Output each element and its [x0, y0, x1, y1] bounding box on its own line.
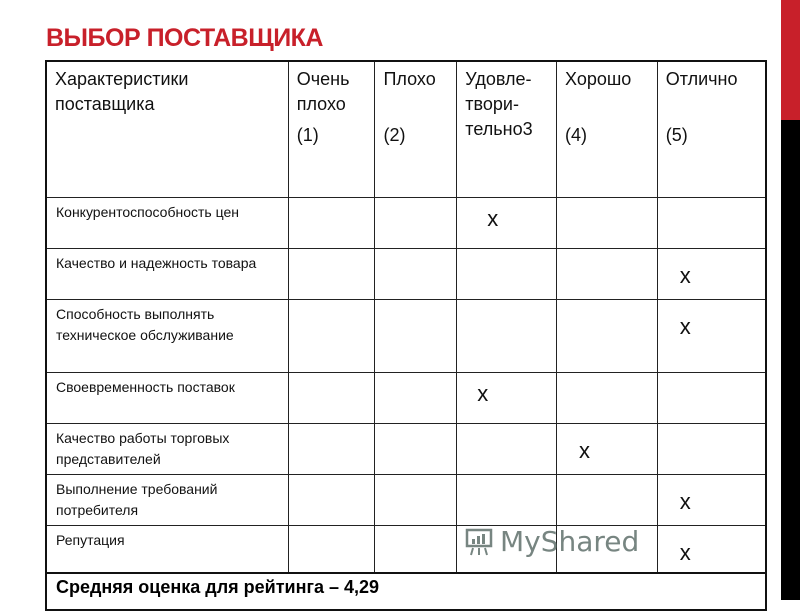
table-row [46, 373, 766, 424]
rating-cell-2 [375, 526, 457, 574]
header-col-4: Хорошо (4) [557, 61, 658, 198]
characteristic-label: Способность выполнять техническое обслуживание [46, 300, 288, 373]
rating-mark: x [487, 206, 499, 231]
rating-cell-1 [288, 424, 375, 475]
slide-title: ВЫБОР ПОСТАВЩИКА [46, 24, 323, 52]
table-row [46, 249, 766, 300]
rating-cell-4 [557, 300, 658, 373]
footer-row [46, 573, 766, 610]
characteristic-label: Конкурентоспособность цен [46, 198, 288, 249]
rating-cell-1 [288, 475, 375, 526]
rating-cell-4 [557, 198, 658, 249]
rating-cell-5 [657, 249, 766, 300]
accent-bar-red [781, 0, 800, 120]
presentation-icon [462, 524, 496, 558]
rating-cell-2 [375, 198, 457, 249]
rating-cell-4 [557, 373, 658, 424]
rating-cell-5 [657, 300, 766, 373]
rating-cell-4 [557, 249, 658, 300]
rating-cell-1 [288, 300, 375, 373]
rating-cell-5 [657, 475, 766, 526]
header-characteristic: Характеристики поставщика [46, 61, 288, 198]
rating-cell-1 [288, 198, 375, 249]
accent-bar-black [781, 120, 800, 600]
characteristic-label: Своевременность поставок [46, 373, 288, 424]
rating-mark: x [679, 314, 691, 339]
rating-mark: x [679, 489, 691, 514]
rating-cell-5 [657, 198, 766, 249]
header-col-1: Очень плохо (1) [288, 61, 375, 198]
rating-cell-3 [457, 373, 557, 424]
rating-mark: x [679, 263, 691, 288]
rating-cell-2 [375, 475, 457, 526]
watermark-text: MyShared [500, 524, 640, 558]
rating-cell-2 [375, 300, 457, 373]
table-row [46, 424, 766, 475]
rating-mark: x [679, 540, 691, 565]
average-rating: Средняя оценка для рейтинга – 4,29 [46, 573, 766, 610]
rating-cell-2 [375, 373, 457, 424]
rating-cell-3 [457, 249, 557, 300]
table-row [46, 300, 766, 373]
rating-cell-5 [657, 424, 766, 475]
rating-cell-4 [557, 475, 658, 526]
rating-cell-1 [288, 373, 375, 424]
rating-cell-4 [557, 424, 658, 475]
header-col-5: Отлично (5) [657, 61, 766, 198]
characteristic-label: Репутация [46, 526, 288, 574]
rating-mark: x [579, 438, 591, 463]
rating-cell-2 [375, 424, 457, 475]
header-col-2: Плохо (2) [375, 61, 457, 198]
rating-cell-3 [457, 198, 557, 249]
header-col-3: Удовле-твори-тельно3 [457, 61, 557, 198]
characteristic-label: Качество и надежность товара [46, 249, 288, 300]
rating-cell-3 [457, 424, 557, 475]
watermark [462, 524, 639, 558]
table-row [46, 475, 766, 526]
rating-cell-3 [457, 300, 557, 373]
supplier-rating-table [45, 60, 767, 611]
rating-cell-1 [288, 526, 375, 574]
rating-cell-2 [375, 249, 457, 300]
characteristic-label: Качество работы торговых представителей [46, 424, 288, 475]
table-row [46, 526, 766, 574]
rating-mark: x [477, 381, 489, 406]
rating-cell-5 [657, 526, 766, 574]
header-row [46, 61, 766, 198]
rating-cell-3 [457, 475, 557, 526]
rating-cell-5 [657, 373, 766, 424]
characteristic-label: Выполнение требований потребителя [46, 475, 288, 526]
rating-cell-1 [288, 249, 375, 300]
table-row [46, 198, 766, 249]
